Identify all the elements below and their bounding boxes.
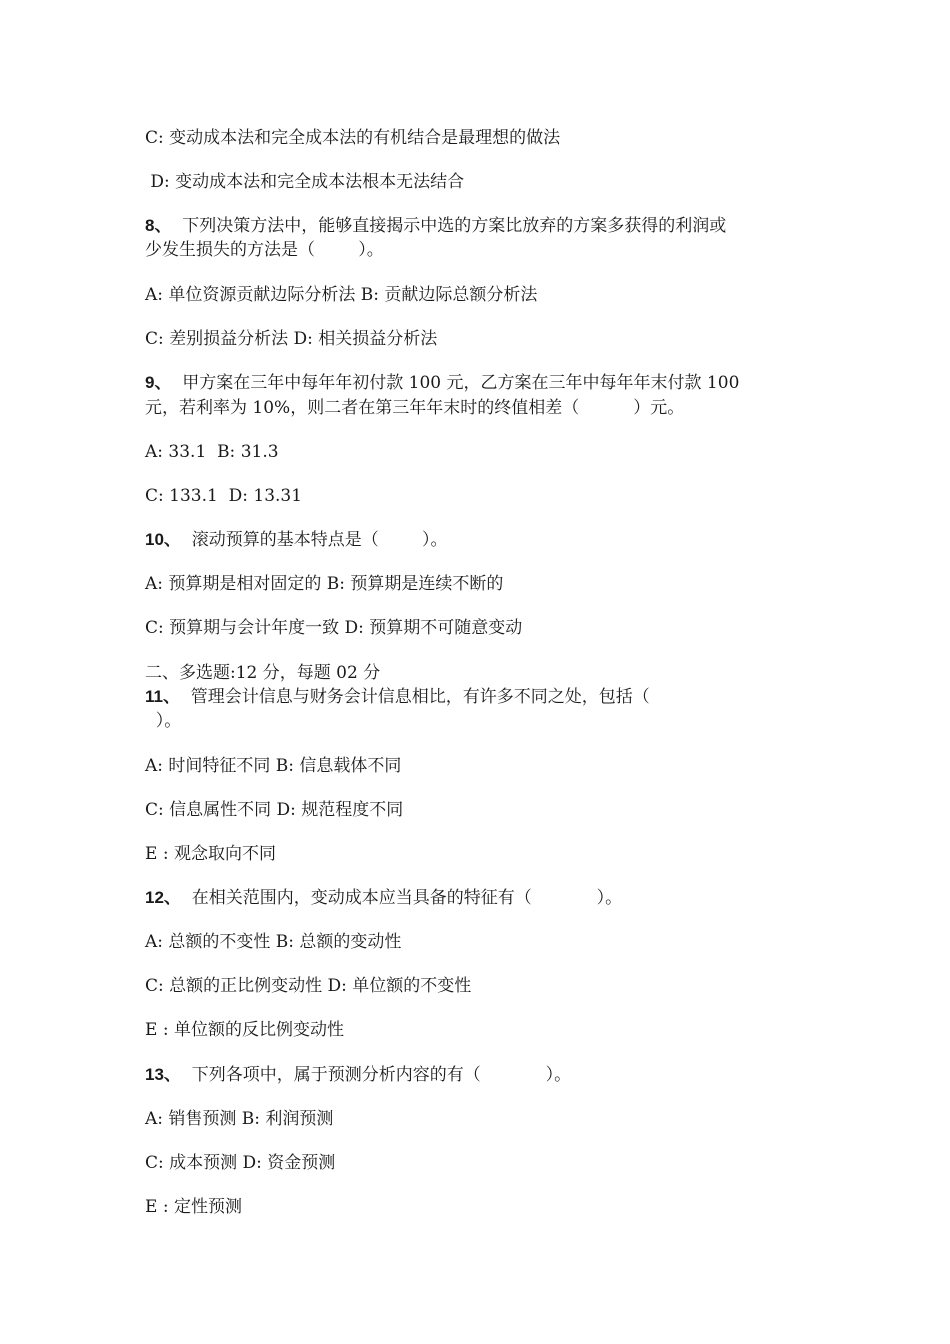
- q13-option-e: E : 定性预测: [145, 1197, 242, 1217]
- q8-line-1: [145, 215, 726, 237]
- q9-text-1: 甲方案在三年中每年年初付款 100 元，乙方案在三年中每年年末付款 100: [171, 373, 740, 393]
- q11-line-1: [145, 686, 650, 708]
- q10-text-1: 滚动预算的基本特点是（ ）。: [180, 530, 448, 550]
- q8-options-cd: C: 差别损益分析法 D: 相关损益分析法: [145, 329, 438, 349]
- q11-option-e: E : 观念取向不同: [145, 844, 276, 864]
- q8-options-ab: A: 单位资源贡献边际分析法 B: 贡献边际总额分析法: [145, 285, 538, 305]
- q11-text-1: 管理会计信息与财务会计信息相比，有许多不同之处，包括（: [179, 687, 650, 707]
- q8-line-2: 少发生损失的方法是（ ）。: [145, 240, 384, 260]
- q9-line-1: [145, 372, 739, 394]
- q12-text-1: 在相关范围内，变动成本应当具备的特征有（ ）。: [180, 888, 623, 908]
- q7-option-c: C: 变动成本法和完全成本法的有机结合是最理想的做法: [145, 128, 561, 148]
- q13-line-1: [145, 1064, 571, 1086]
- q9-options-ab: A: 33.1 B: 31.3: [145, 442, 279, 462]
- q9-options-cd: C: 133.1 D: 13.31: [145, 486, 303, 506]
- q13-number: 13、: [145, 1065, 181, 1084]
- q10-options-ab: A: 预算期是相对固定的 B: 预算期是连续不断的: [145, 574, 504, 594]
- q10-options-cd: C: 预算期与会计年度一致 D: 预算期不可随意变动: [145, 618, 523, 638]
- q11-line-2: ）。: [145, 711, 182, 731]
- q12-option-e: E : 单位额的反比例变动性: [145, 1020, 344, 1040]
- q8-text-1: 下列决策方法中，能够直接揭示中选的方案比放弃的方案多获得的利润或: [171, 216, 727, 236]
- q9-number: 9、: [145, 373, 172, 392]
- q7-option-d: D: 变动成本法和完全成本法根本无法结合: [145, 172, 465, 192]
- q11-options-cd: C: 信息属性不同 D: 规范程度不同: [145, 800, 404, 820]
- q12-options-ab: A: 总额的不变性 B: 总额的变动性: [145, 932, 402, 952]
- q10-line-1: [145, 529, 447, 551]
- q10-number: 10、: [145, 530, 181, 549]
- q13-options-ab: A: 销售预测 B: 利润预测: [145, 1109, 334, 1129]
- q12-options-cd: C: 总额的正比例变动性 D: 单位额的不变性: [145, 976, 472, 996]
- section-2-title: 二、多选题:12 分，每题 02 分: [145, 663, 381, 683]
- q11-number: 11、: [145, 687, 180, 706]
- q13-options-cd: C: 成本预测 D: 资金预测: [145, 1153, 336, 1173]
- q9-line-2: 元，若利率为 10%，则二者在第三年年末时的终值相差（ ）元。: [145, 398, 685, 418]
- q12-line-1: [145, 887, 622, 909]
- q13-text-1: 下列各项中，属于预测分析内容的有（ ）。: [180, 1065, 572, 1085]
- q8-number: 8、: [145, 216, 172, 235]
- q11-options-ab: A: 时间特征不同 B: 信息载体不同: [145, 756, 402, 776]
- q12-number: 12、: [145, 888, 181, 907]
